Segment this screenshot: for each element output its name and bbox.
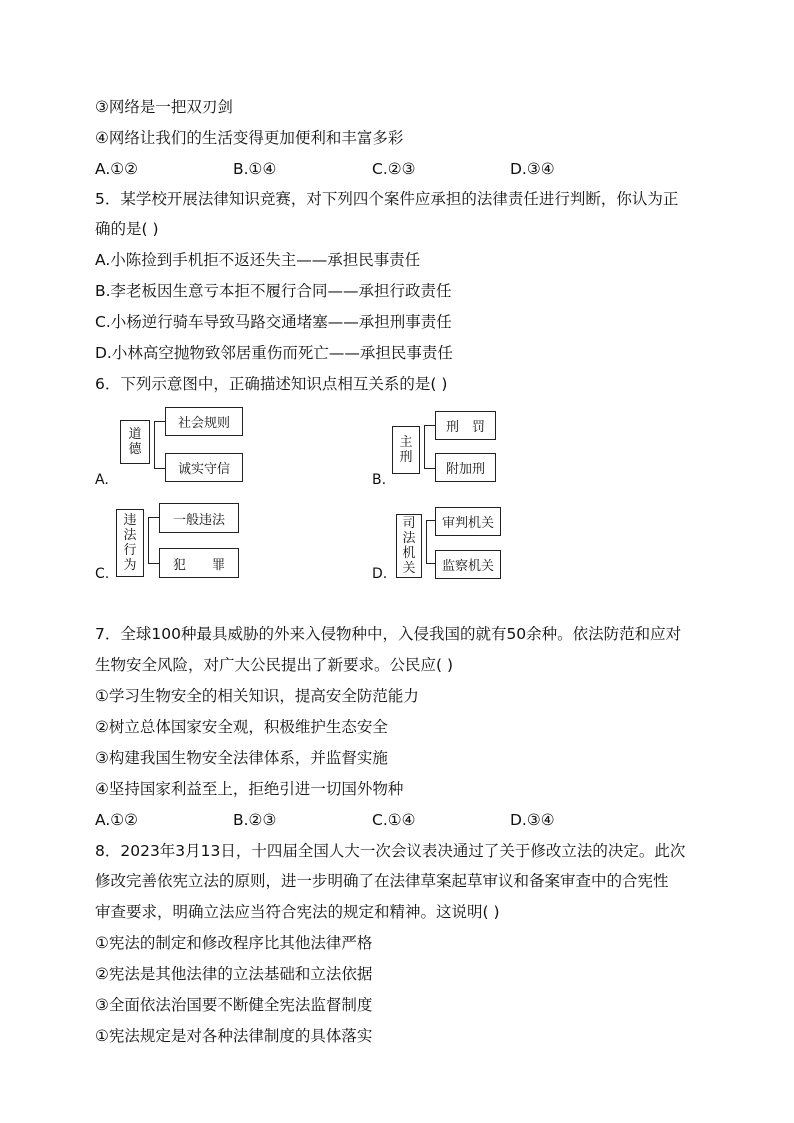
option-b[interactable]: B.②③ xyxy=(233,811,277,829)
question-7: 7．全球100种最具威胁的外来入侵物种中，入侵我国的就有50余种。依法防范和应对 xyxy=(95,625,682,643)
option-a[interactable]: A.小陈捡到手机拒不返还失主——承担民事责任 xyxy=(95,251,421,269)
option-c[interactable]: C.小杨逆行骑车导致马路交通堵塞——承担刑事责任 xyxy=(95,313,452,331)
diagram-bottom-box: 附加刑 xyxy=(435,453,496,482)
option-d[interactable]: D.③④ xyxy=(510,811,555,829)
diagram-label: A. xyxy=(95,472,109,488)
diagram-bottom-box: 诚实守信 xyxy=(165,453,243,482)
diagram-label: C. xyxy=(95,566,110,582)
statement-2: ②树立总体国家安全观，积极维护生态安全 xyxy=(95,718,388,736)
statement-2: ②宪法是其他法律的立法基础和立法依据 xyxy=(95,965,373,983)
question-6: 6．下列示意图中，正确描述知识点相互关系的是( ) xyxy=(95,375,448,393)
question-5-cont: 确的是( ) xyxy=(95,220,159,238)
question-5: 5．某学校开展法律知识竞赛，对下列四个案件应承担的法律责任进行判断，你认为正 xyxy=(95,190,679,208)
diagram-top-box: 刑 罚 xyxy=(435,411,496,440)
diagram-main-box: 违法行为 xyxy=(116,509,144,577)
option-b[interactable]: B.李老板因生意亏本拒不履行合同——承担行政责任 xyxy=(95,282,452,300)
option-c[interactable]: C.①④ xyxy=(372,811,416,829)
diagram-top-box: 审判机关 xyxy=(435,507,501,536)
diagram-label: D. xyxy=(372,566,388,582)
statement-1: ①宪法的制定和修改程序比其他法律严格 xyxy=(95,934,373,952)
option-c[interactable]: C.②③ xyxy=(372,160,416,178)
option-d[interactable]: D.③④ xyxy=(510,160,555,178)
options-q7 xyxy=(95,809,695,831)
option-a[interactable]: A.①② xyxy=(95,160,139,178)
statement-4: ①宪法规定是对各种法律制度的具体落实 xyxy=(95,1027,373,1045)
question-8: 8．2023年3月13日，十四届全国人大一次会议表决通过了关于修改立法的决定。此次 xyxy=(95,842,686,860)
question-7-cont: 生物安全风险，对广大公民提出了新要求。公民应( ) xyxy=(95,656,454,674)
diagram-main-box: 司法机关 xyxy=(396,514,422,578)
option-a[interactable]: A.①② xyxy=(95,811,139,829)
statement-4: ④网络让我们的生活变得更加便利和丰富多彩 xyxy=(95,129,404,147)
options-q4 xyxy=(95,158,695,180)
question-8-cont: 修改完善依宪立法的原则，进一步明确了在法律草案起草审议和备案审查中的合宪性 xyxy=(95,872,669,890)
diagram-main-box: 道德 xyxy=(120,420,150,464)
option-d[interactable]: D.小林高空抛物致邻居重伤而死亡——承担民事责任 xyxy=(95,344,453,362)
option-b[interactable]: B.①④ xyxy=(233,160,277,178)
statement-3: ③全面依法治国要不断健全宪法监督制度 xyxy=(95,996,373,1014)
diagram-bottom-box: 犯 罪 xyxy=(159,548,239,578)
diagram-bottom-box: 监察机关 xyxy=(435,550,501,579)
statement-4: ④坚持国家利益至上，拒绝引进一切国外物种 xyxy=(95,780,404,798)
diagram-top-box: 一般违法 xyxy=(159,503,239,533)
statement-1: ①学习生物安全的相关知识，提高安全防范能力 xyxy=(95,687,419,705)
diagram-main-box: 主刑 xyxy=(392,426,420,474)
diagram-top-box: 社会规则 xyxy=(165,407,243,436)
statement-3: ③构建我国生物安全法律体系，并监督实施 xyxy=(95,749,388,767)
diagram-label: B. xyxy=(372,472,387,488)
statement-3: ③网络是一把双刃剑 xyxy=(95,98,233,116)
question-8-cont2: 审查要求，明确立法应当符合宪法的规定和精神。这说明( ) xyxy=(95,903,500,921)
